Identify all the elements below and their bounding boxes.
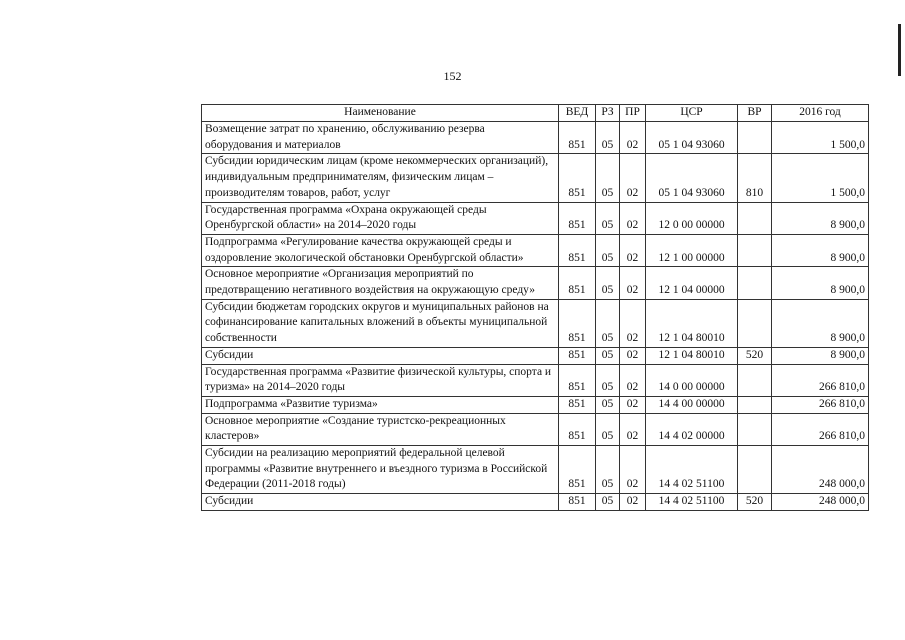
row-csr-cell: 14 4 02 00000 xyxy=(646,413,738,445)
row-pr-cell: 02 xyxy=(620,364,646,396)
row-name-cell: Субсидии на реализацию мероприятий федеральной целевой программы «Развитие внутреннего и въездного туризма в Российской Федерации (2011-2018 годы) xyxy=(202,446,559,494)
row-name-cell: Основное мероприятие «Создание туристско-рекреационных кластеров» xyxy=(202,413,559,445)
header-vr: ВР xyxy=(738,105,772,122)
row-rz-cell: 05 xyxy=(596,234,620,266)
row-name-cell: Субсидии бюджетам городских округов и муниципальных районов на софинансирование капитальных вложений в объекты муниципальной собственности xyxy=(202,299,559,347)
row-rz-cell: 05 xyxy=(596,299,620,347)
row-amount-cell: 8 900,0 xyxy=(772,202,869,234)
row-ved-cell: 851 xyxy=(559,413,596,445)
row-vr-cell: 520 xyxy=(738,347,772,364)
row-vr-cell xyxy=(738,364,772,396)
row-vr-cell xyxy=(738,234,772,266)
table-row xyxy=(202,364,869,396)
row-rz-cell: 05 xyxy=(596,413,620,445)
table-row xyxy=(202,413,869,445)
table-row xyxy=(202,446,869,494)
table-row xyxy=(202,267,869,299)
row-vr-cell: 520 xyxy=(738,494,772,511)
row-csr-cell: 12 1 04 80010 xyxy=(646,299,738,347)
table-row xyxy=(202,122,869,154)
row-rz-cell: 05 xyxy=(596,347,620,364)
header-year: 2016 год xyxy=(772,105,869,122)
row-csr-cell: 14 4 00 00000 xyxy=(646,396,738,413)
row-name-cell: Возмещение затрат по хранению, обслуживанию резерва оборудования и материалов xyxy=(202,122,559,154)
row-vr-cell xyxy=(738,202,772,234)
row-rz-cell: 05 xyxy=(596,446,620,494)
row-amount-cell: 8 900,0 xyxy=(772,347,869,364)
table-row xyxy=(202,494,869,511)
table-row xyxy=(202,396,869,413)
header-name: Наименование xyxy=(202,105,559,122)
budget-table xyxy=(201,104,869,511)
header-rz: РЗ xyxy=(596,105,620,122)
row-rz-cell: 05 xyxy=(596,364,620,396)
table-row xyxy=(202,347,869,364)
table-row xyxy=(202,234,869,266)
row-amount-cell: 266 810,0 xyxy=(772,413,869,445)
row-name-cell: Подпрограмма «Развитие туризма» xyxy=(202,396,559,413)
row-ved-cell: 851 xyxy=(559,267,596,299)
row-ved-cell: 851 xyxy=(559,347,596,364)
table-row xyxy=(202,299,869,347)
row-csr-cell: 12 1 00 00000 xyxy=(646,234,738,266)
row-name-cell: Основное мероприятие «Организация мероприятий по предотвращению негативного воздействия на окружающую среду» xyxy=(202,267,559,299)
row-pr-cell: 02 xyxy=(620,396,646,413)
row-amount-cell: 8 900,0 xyxy=(772,234,869,266)
row-pr-cell: 02 xyxy=(620,154,646,202)
table-row xyxy=(202,202,869,234)
row-pr-cell: 02 xyxy=(620,202,646,234)
row-rz-cell: 05 xyxy=(596,494,620,511)
row-name-cell: Государственная программа «Развитие физической культуры, спорта и туризма» на 2014–2020 годы xyxy=(202,364,559,396)
row-amount-cell: 1 500,0 xyxy=(772,122,869,154)
row-pr-cell: 02 xyxy=(620,347,646,364)
row-csr-cell: 14 4 02 51100 xyxy=(646,494,738,511)
table-body xyxy=(202,122,869,511)
row-csr-cell: 05 1 04 93060 xyxy=(646,154,738,202)
row-rz-cell: 05 xyxy=(596,202,620,234)
row-vr-cell: 810 xyxy=(738,154,772,202)
row-ved-cell: 851 xyxy=(559,364,596,396)
row-ved-cell: 851 xyxy=(559,202,596,234)
row-ved-cell: 851 xyxy=(559,446,596,494)
header-pr: ПР xyxy=(620,105,646,122)
row-name-cell: Государственная программа «Охрана окружающей среды Оренбургской области» на 2014–2020 годы xyxy=(202,202,559,234)
table-row xyxy=(202,154,869,202)
row-csr-cell: 12 1 04 00000 xyxy=(646,267,738,299)
row-vr-cell xyxy=(738,446,772,494)
row-pr-cell: 02 xyxy=(620,122,646,154)
row-csr-cell: 12 1 04 80010 xyxy=(646,347,738,364)
row-amount-cell: 248 000,0 xyxy=(772,446,869,494)
row-rz-cell: 05 xyxy=(596,154,620,202)
row-pr-cell: 02 xyxy=(620,234,646,266)
row-ved-cell: 851 xyxy=(559,494,596,511)
table-header-row xyxy=(202,105,869,122)
header-ved: ВЕД xyxy=(559,105,596,122)
row-ved-cell: 851 xyxy=(559,154,596,202)
row-amount-cell: 266 810,0 xyxy=(772,396,869,413)
header-csr: ЦСР xyxy=(646,105,738,122)
row-pr-cell: 02 xyxy=(620,299,646,347)
row-name-cell: Подпрограмма «Регулирование качества окружающей среды и оздоровление экологической обстановки Оренбургской области» xyxy=(202,234,559,266)
row-name-cell: Субсидии xyxy=(202,494,559,511)
row-ved-cell: 851 xyxy=(559,299,596,347)
row-rz-cell: 05 xyxy=(596,122,620,154)
row-pr-cell: 02 xyxy=(620,494,646,511)
row-rz-cell: 05 xyxy=(596,267,620,299)
row-ved-cell: 851 xyxy=(559,234,596,266)
page-number: 152 xyxy=(443,69,462,83)
row-csr-cell: 14 0 00 00000 xyxy=(646,364,738,396)
row-vr-cell xyxy=(738,413,772,445)
row-vr-cell xyxy=(738,299,772,347)
row-amount-cell: 8 900,0 xyxy=(772,267,869,299)
row-amount-cell: 1 500,0 xyxy=(772,154,869,202)
row-rz-cell: 05 xyxy=(596,396,620,413)
row-amount-cell: 266 810,0 xyxy=(772,364,869,396)
row-pr-cell: 02 xyxy=(620,446,646,494)
row-csr-cell: 14 4 02 51100 xyxy=(646,446,738,494)
row-name-cell: Субсидии юридическим лицам (кроме некоммерческих организаций), индивидуальным предпринимателям, физическим лицам – производителям товаров, работ, услуг xyxy=(202,154,559,202)
row-pr-cell: 02 xyxy=(620,413,646,445)
row-csr-cell: 12 0 00 00000 xyxy=(646,202,738,234)
row-ved-cell: 851 xyxy=(559,396,596,413)
row-name-cell: Субсидии xyxy=(202,347,559,364)
row-amount-cell: 248 000,0 xyxy=(772,494,869,511)
row-amount-cell: 8 900,0 xyxy=(772,299,869,347)
row-pr-cell: 02 xyxy=(620,267,646,299)
row-ved-cell: 851 xyxy=(559,122,596,154)
row-vr-cell xyxy=(738,267,772,299)
row-vr-cell xyxy=(738,396,772,413)
row-csr-cell: 05 1 04 93060 xyxy=(646,122,738,154)
row-vr-cell xyxy=(738,122,772,154)
